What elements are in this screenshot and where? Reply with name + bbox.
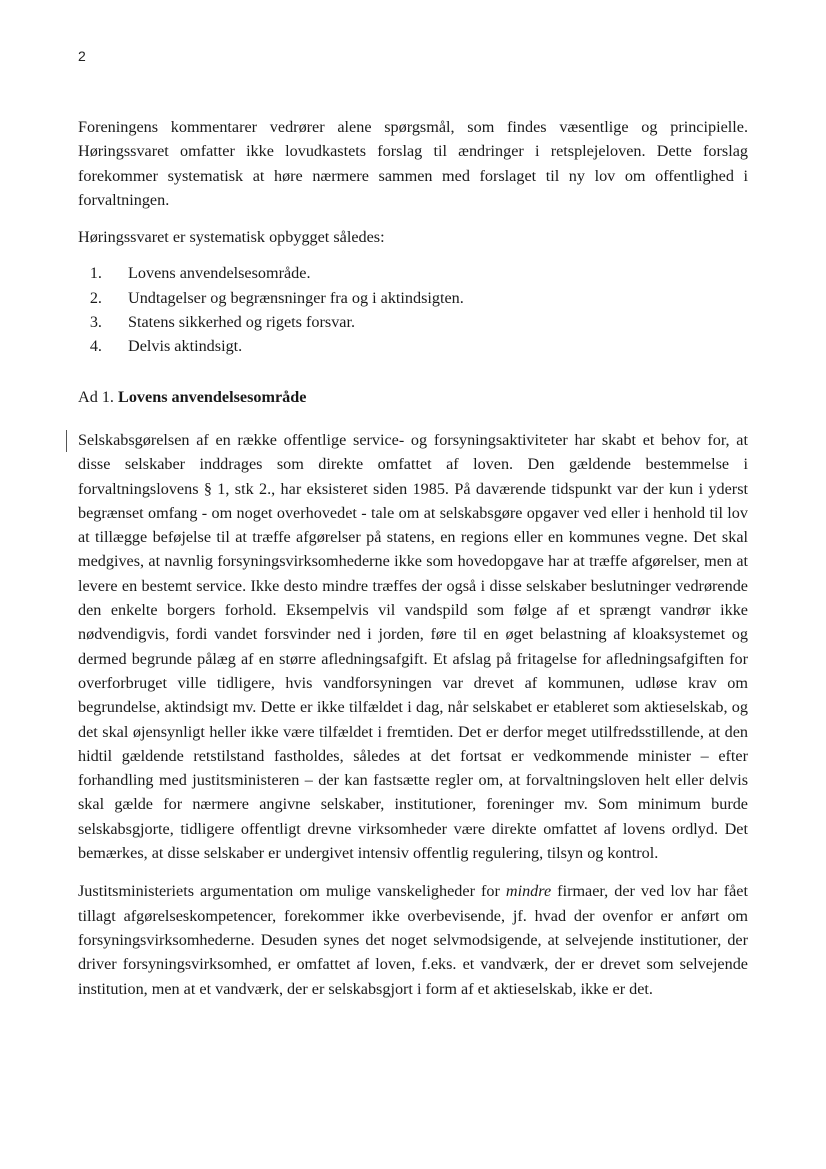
page-number: 2 [78,48,86,64]
document-body [78,115,748,1001]
intro-paragraph: Foreningens kommentarer vedrører alene spørgsmål, som findes væsentlige og principielle. Høringssvaret omfatter ikke lovudkastets forslag til ændringer i retsplejeloven. Dette forslag forekommer systematisk at høre nærmere sammen med forslaget til ny lov om offentlighed i forvaltningen. [78,118,748,209]
section-paragraph-2 [78,879,748,1000]
section-paragraph-1: Selskabsgørelsen af en række offentlige service- og forsyningsaktiviteter har skabt et behov for, at disse selskaber inddrages som direkte omfattet af loven. Den gældende bestemmelse i forvaltningslovens § 1, stk 2., har eksisteret siden 1985. På daværende tidspunkt var der kun i yderst begrænset omfang - om noget overhovedet - tale om at selskabsgøre opgaver ved eller i henhold til lov at tillægge beføjelse til at træffe afgørelser på statens, en regions eller en kommunes vegne. Det skal medgives, at navnlig forsyningsvirksomhederne ikke som hovedopgave har at træffe afgørelser, men at levere en bestemt service. Ikke desto mindre træffes der også i disse selskaber beslutninger vedrørende den enkelte borgers forhold. Eksempelvis vil vandspild som følge af et sprængt vandrør ikke nødvendigvis, fordi vandet forsvinder ned i jorden, føre til en øget belastning af kloaksystemet og dermed begrunde pålæg af en større afledningsafgift. Et afslag på fritagelse for afledningsafgiften for overforbruget ville tidligere, hvis vandforsyningen var drevet af kommunen, udløse krav om begrundelse, aktindsigt mv. Dette er ikke tilfældet i dag, når selskabet er etableret som aktieselskab, og det skal øjensynligt heller ikke være tilfældet i fremtiden. Det er derfor meget utilfredsstillende, at den hidtil gældende retstilstand fastholdes, således at det fortsat er vedkommende minister – efter forhandling med justitsministeren – der kan fastsætte regler om, at forvaltningsloven helt eller delvis skal gælde for nærmere angivne selskaber, institutioner, foreninger mv. Som minimum burde selskabsgjorte, tidligere offentligt drevne virksomheder være direkte omfattet af lovens ordlyd. Det bemærkes, at disse selskaber er undergivet intensiv offentlig regulering, tilsyn og kontrol. [78,430,748,863]
list-item: 2. Undtagelser og begrænsninger fra og i aktindsigten. [106,286,748,310]
emphasis-text: mindre [505,882,552,901]
structure-intro: Høringssvaret er systematisk opbygget således: [78,228,385,247]
list-item: 1. Lovens anvendelsesområde. [106,261,748,285]
paragraph-text: Justitsministeriets argumentation om mulige vanskeligheder for [78,882,506,901]
margin-mark [66,430,67,452]
section-heading-prefix: Ad 1. [78,387,114,406]
paragraph-text: firmaer, der ved lov har fået tillagt afgørelseskompetencer, forekommer ikke overbevisende, jf. hvad der ovenfor er anført om forsyningsvirksomhederne. Desuden synes det noget selvmodsigende, at selvejende institutioner, der driver forsyningsvirksomhed, er omfattet af loven, f.eks. et vandværk, der er drevet som selvejende institution, men at et vandværk, der er selskabsgjort i form af et aktieselskab, ikke er det. [78,882,748,998]
list-item: 3. Statens sikkerhed og rigets forsvar. [106,310,748,334]
list-item: 4. Delvis aktindsigt. [106,334,748,358]
structure-list [78,261,748,358]
section-heading [78,385,748,409]
section-heading-title: Lovens anvendelsesområde [118,387,307,406]
